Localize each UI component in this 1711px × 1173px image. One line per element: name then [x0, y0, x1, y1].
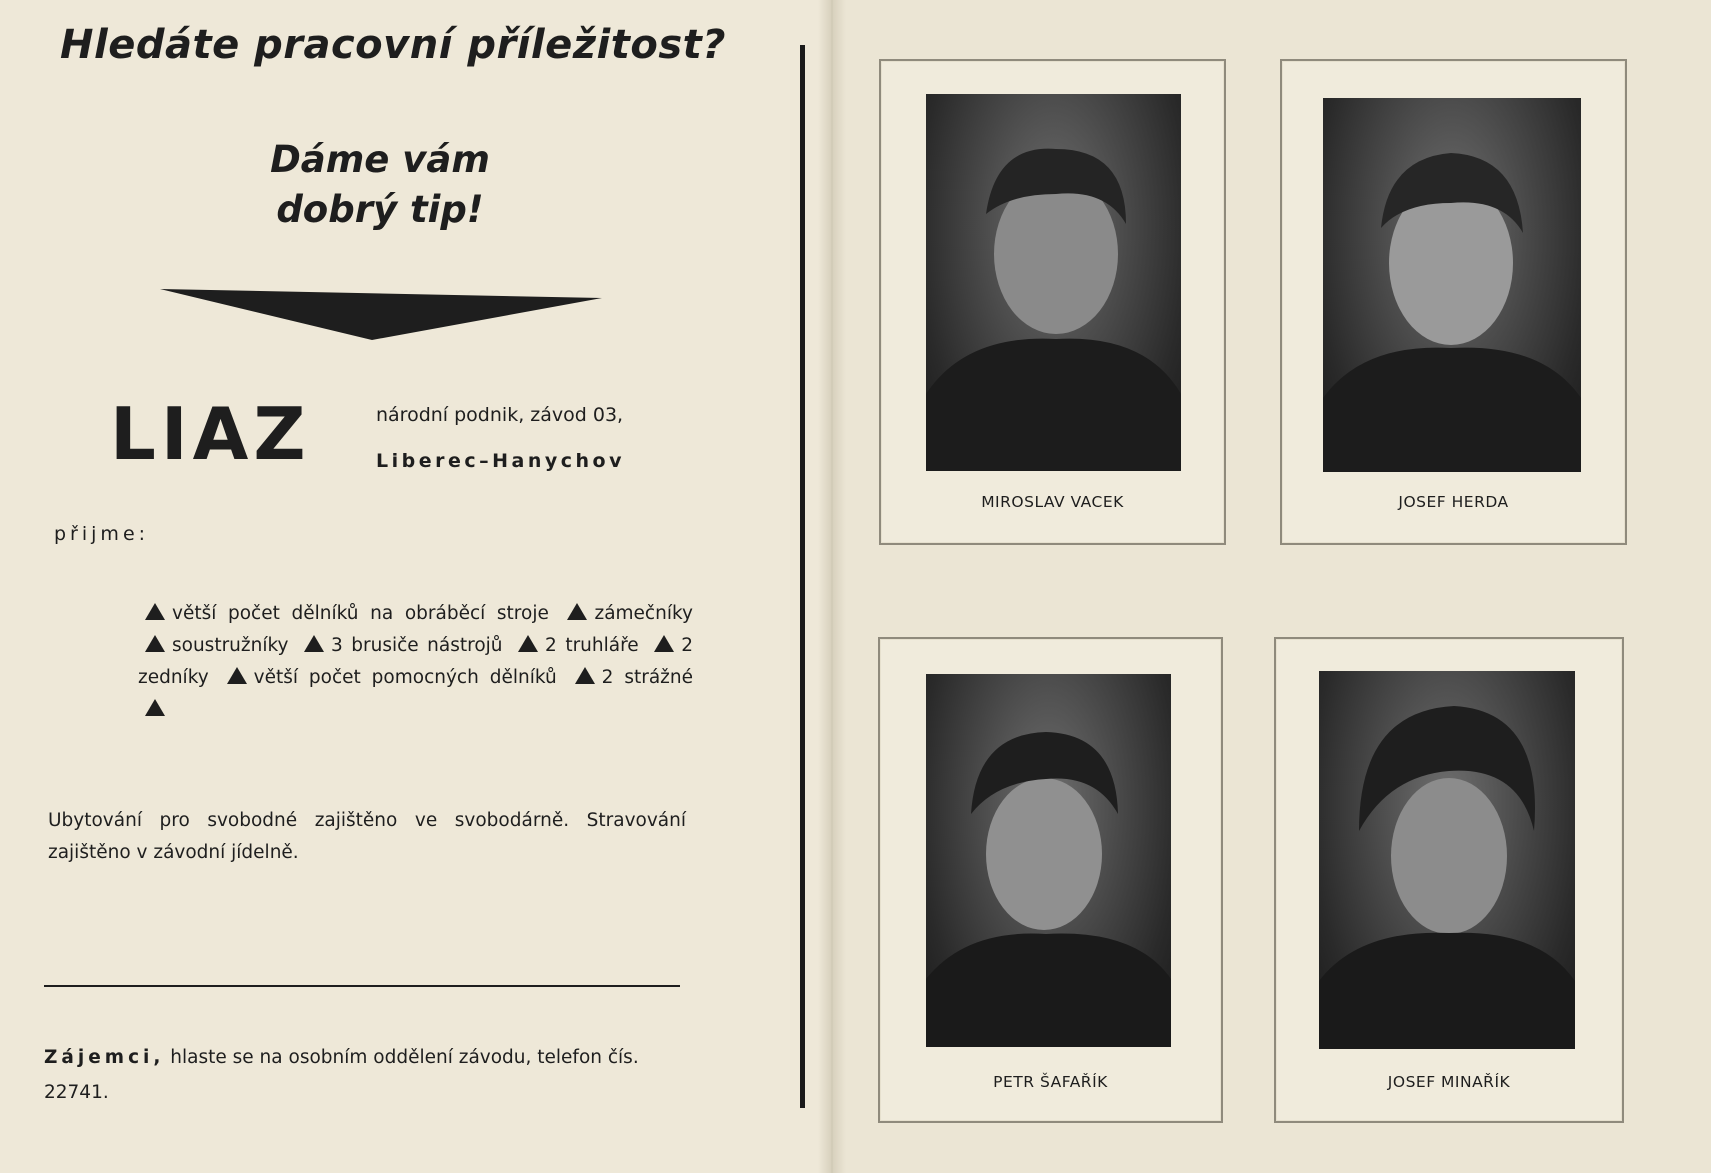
triangle-bullet-icon — [304, 635, 324, 652]
portrait-name: PETR ŠAFAŘÍK — [993, 1073, 1108, 1091]
portrait-name: JOSEF HERDA — [1398, 493, 1509, 511]
triangle-bullet-icon — [145, 635, 165, 652]
portrait-photo — [1319, 671, 1575, 1049]
contact-lead: Zájemci, — [44, 1047, 165, 1068]
triangle-bullet-icon — [145, 603, 165, 620]
person-silhouette-icon — [1323, 98, 1581, 472]
housing-note: Ubytování pro svobodné zajištěno ve svobodárně. Stravování zajištěno v závodní jídelně. — [48, 810, 686, 863]
tagline-line-1: Dáme vám — [270, 138, 490, 181]
portrait-photo — [926, 674, 1171, 1047]
list-item: soustružníky — [172, 635, 289, 656]
portrait-name: MIROSLAV VACEK — [981, 493, 1124, 511]
headline: Hledáte pracovní příležitost? — [60, 22, 726, 68]
list-item: větší počet pomocných dělníků — [253, 667, 557, 688]
portrait-card — [1274, 637, 1624, 1123]
tagline — [200, 135, 560, 235]
vertical-rule — [800, 45, 805, 1108]
portrait-card — [878, 637, 1223, 1123]
contact-text: hlaste se na osobním oddělení závodu, telefon čís. 22741. — [44, 1047, 639, 1103]
portrait-card — [1280, 59, 1627, 545]
list-item: větší počet dělníků na obráběcí stroje — [172, 603, 549, 624]
tagline-line-2: dobrý tip! — [276, 188, 484, 231]
portrait-photo — [1323, 98, 1581, 472]
list-item: 2 zedníky — [138, 635, 693, 688]
portrait-card — [879, 59, 1226, 545]
portrait-name: JOSEF MINAŘÍK — [1387, 1073, 1511, 1091]
triangle-bullet-icon — [518, 635, 538, 652]
list-item: 3 brusiče nástrojů — [331, 635, 503, 656]
portrait-photo — [926, 94, 1181, 471]
company-logo: LIAZ — [110, 392, 311, 476]
company-location: Liberec–Hanychov — [376, 450, 625, 472]
triangle-bullet-icon — [654, 635, 674, 652]
person-silhouette-icon — [926, 94, 1181, 471]
list-item: 2 truhláře — [545, 635, 639, 656]
book-gutter — [818, 0, 846, 1173]
contact-note — [44, 1040, 694, 1110]
triangle-bullet-icon — [145, 699, 165, 716]
person-silhouette-icon — [1319, 671, 1575, 1049]
horizontal-rule — [44, 985, 680, 987]
arrow-down-icon — [160, 286, 602, 342]
triangle-bullet-icon — [575, 667, 595, 684]
list-item: zámečníky — [594, 603, 693, 624]
triangle-bullet-icon — [567, 603, 587, 620]
positions-list — [138, 598, 693, 726]
hires-label: přijme: — [54, 523, 150, 545]
company-description: národní podnik, závod 03, — [376, 404, 624, 426]
list-item: 2 strážné — [601, 667, 693, 688]
person-silhouette-icon — [926, 674, 1171, 1047]
triangle-bullet-icon — [227, 667, 247, 684]
